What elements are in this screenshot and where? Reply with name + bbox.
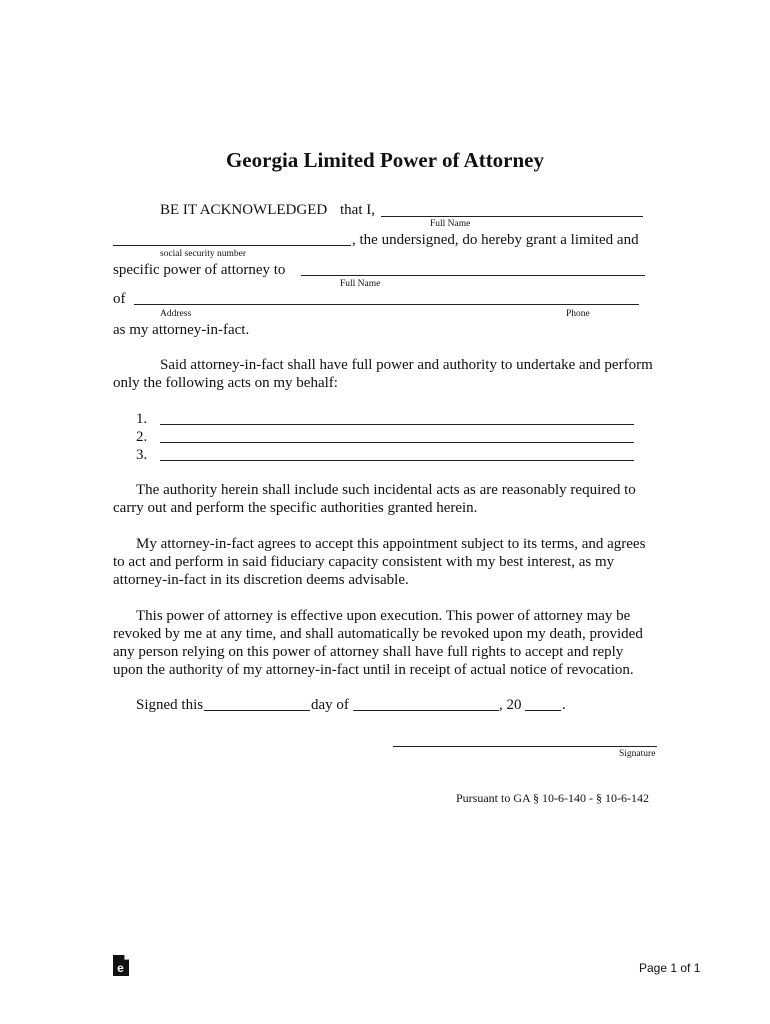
page-number: Page 1 of 1 xyxy=(639,961,701,975)
act-number-1: 1. xyxy=(136,411,148,427)
undersigned-text: , the undersigned, do hereby grant a limited and xyxy=(352,232,639,248)
day-of-text: day of xyxy=(311,697,349,713)
signature-label: Signature xyxy=(619,749,656,759)
signed-day-field[interactable] xyxy=(204,710,310,711)
attorney-in-fact-text: as my attorney-in-fact. xyxy=(113,322,250,338)
act-field-3[interactable] xyxy=(160,460,634,461)
address-label: Address xyxy=(160,309,192,319)
full-name-label-2: Full Name xyxy=(340,279,381,289)
authority-paragraph-line-1: The authority herein shall include such incidental acts as are reasonably required to xyxy=(136,482,636,498)
accept-paragraph-line-2: to act and perform in said fiduciary capacity consistent with my best interest, as my xyxy=(113,554,615,570)
logo-letter: e xyxy=(117,961,124,975)
authority-paragraph-line-2: carry out and perform the specific authorities granted herein. xyxy=(113,500,478,516)
ssn-label: social security number xyxy=(160,249,247,259)
specific-text: specific power of attorney to xyxy=(113,262,286,278)
effective-paragraph-line-4: upon the authority of my attorney-in-fact until in receipt of actual notice of revocation. xyxy=(113,662,634,678)
accept-paragraph-line-1: My attorney-in-fact agrees to accept this appointment subject to its terms, and agrees xyxy=(136,536,646,552)
effective-paragraph-line-1: This power of attorney is effective upon execution. This power of attorney may be xyxy=(136,608,631,624)
grantor-name-field[interactable] xyxy=(381,216,643,217)
that-i-text: that I, xyxy=(340,202,375,218)
ssn-field[interactable] xyxy=(113,245,351,246)
effective-paragraph-line-3: any person relying on this power of attorney shall have full rights to accept and reply xyxy=(113,644,624,660)
effective-paragraph-line-2: revoked by me at any time, and shall automatically be revoked upon my death, provided xyxy=(113,626,643,642)
acts-paragraph-line-1: Said attorney-in-fact shall have full power and authority to undertake and perform xyxy=(160,357,653,373)
acts-paragraph-line-2: only the following acts on my behalf: xyxy=(113,375,338,391)
of-text: of xyxy=(113,291,126,307)
statute-reference: Pursuant to GA § 10-6-140 - § 10-6-142 xyxy=(456,791,649,805)
act-number-2: 2. xyxy=(136,429,148,445)
year-prefix-text: , 20 xyxy=(499,697,522,713)
signed-period: . xyxy=(562,697,566,713)
acknowledged-text: BE IT ACKNOWLEDGED xyxy=(160,202,328,218)
act-number-3: 3. xyxy=(136,447,148,463)
signed-year-field[interactable] xyxy=(525,710,561,711)
phone-label: Phone xyxy=(566,309,590,319)
agent-name-field[interactable] xyxy=(301,275,645,276)
document-logo-icon xyxy=(113,955,129,976)
signature-field[interactable] xyxy=(393,746,657,747)
signed-this-text: Signed this xyxy=(136,697,204,713)
full-name-label-1: Full Name xyxy=(430,219,471,229)
act-field-1[interactable] xyxy=(160,424,634,425)
accept-paragraph-line-3: attorney-in-fact in its discretion deems advisable. xyxy=(113,572,409,588)
act-field-2[interactable] xyxy=(160,442,634,443)
document-title: Georgia Limited Power of Attorney xyxy=(225,148,545,172)
signed-month-field[interactable] xyxy=(353,710,499,711)
agent-address-field[interactable] xyxy=(134,304,639,305)
